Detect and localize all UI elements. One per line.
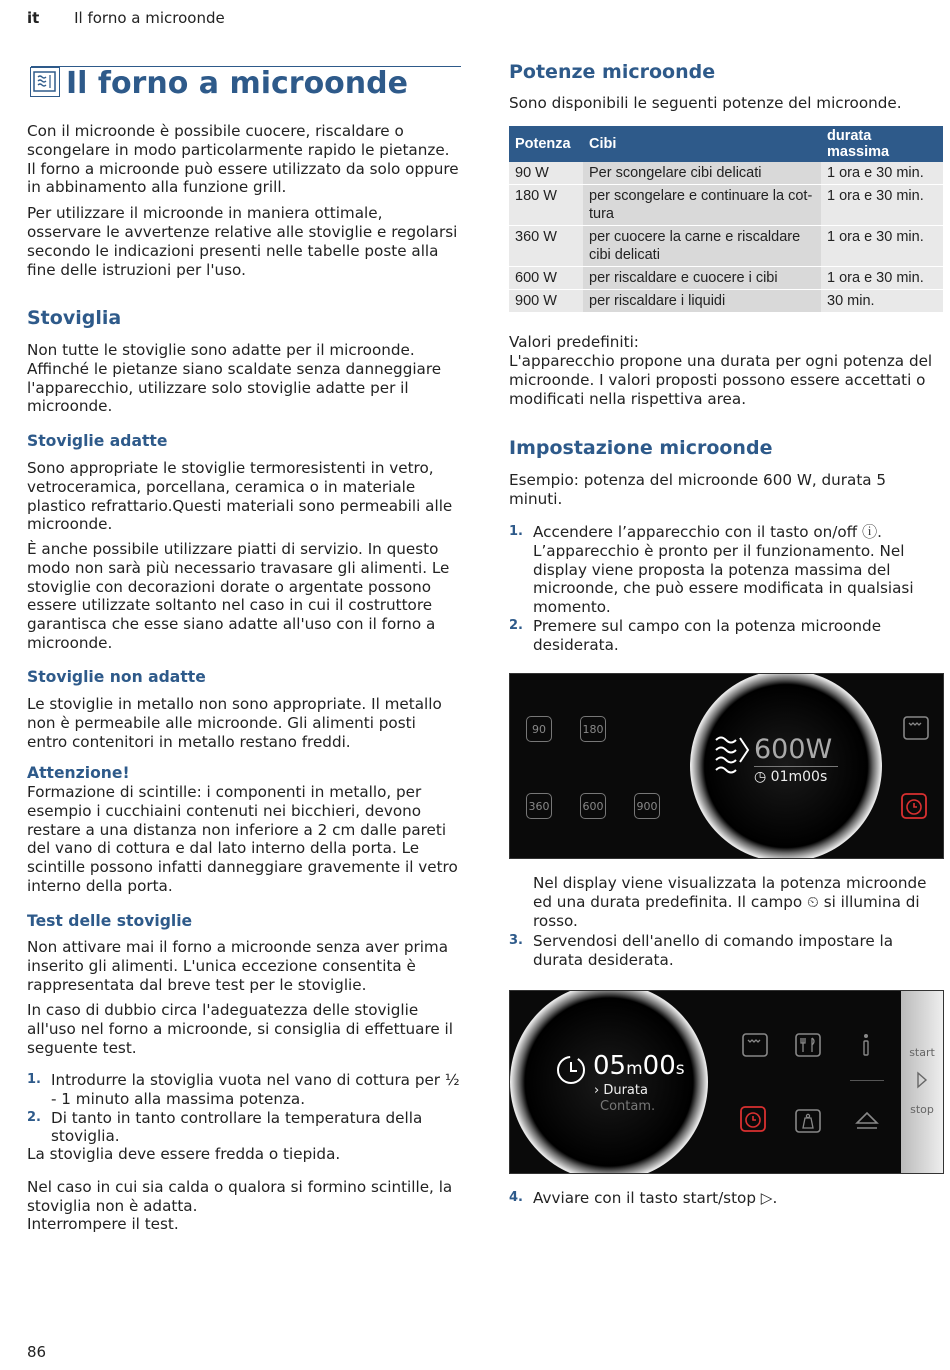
- potenze-intro: Sono disponibili le seguenti potenze del microonde.: [509, 94, 902, 112]
- table-cell: per riscaldare e cuocere i cibi: [583, 267, 821, 290]
- page-number: 86: [27, 1343, 47, 1361]
- test-final-2: Interrompere il test.: [27, 1215, 179, 1233]
- door-open-icon[interactable]: [854, 1109, 880, 1133]
- start-label: start: [909, 1046, 935, 1059]
- language-tag: it: [27, 9, 40, 27]
- test-heading: Test delle stoviglie: [27, 912, 193, 930]
- stoviglia-text: Non tutte le stoviglie sono adatte per il microonde. Affinché le pietanze siano scaldate senza danneggiare l'apparecchio, utilizzare solo stoviglie adatte per il microonde.: [27, 341, 442, 416]
- stoviglie-adatte-text: Sono appropriate le stoviglie termoresistenti in vetro, vetroceramica, porcellana, ceramica o in materiale plastico refrattario.Questi materiali sono permeabili alle microonde.: [27, 459, 453, 534]
- table-cell: per cuocere la carne e riscaldare cibi delicati: [583, 226, 821, 267]
- play-icon[interactable]: [915, 1071, 929, 1089]
- display-divider: [754, 766, 838, 767]
- microwave-icon: [30, 67, 60, 97]
- test-final: Nel caso in cui sia calda o qualora si formino scintille, la stoviglia non è adatta.: [27, 1178, 453, 1215]
- after-panel-text: Nel display viene visualizzata la potenza microonde ed una durata predefinita. Il campo ⏲ si illumina di rosso.: [533, 874, 927, 930]
- duration-display: [754, 769, 827, 785]
- impostazione-example: Esempio: potenza del microonde 600 W, durata 5 minuti.: [509, 471, 887, 508]
- test-text: Non attivare mai il forno a microonde senza aver prima inserito gli alimenti. L'unica eccezione consentita è rappresentata dal breve test per le stoviglie.: [27, 938, 449, 994]
- potenze-table: [509, 126, 943, 313]
- power-display: 600W: [754, 734, 833, 765]
- table-cell: 1 ora e 30 min.: [821, 162, 943, 185]
- table-cell: 1 ora e 30 min.: [821, 267, 943, 290]
- table-cell: 360 W: [509, 226, 583, 267]
- list-item: 1. Accendere l’apparecchio con il tasto on/off ⓘ. L’apparecchio è pronto per il funzionamento. Nel display viene proposta la potenza massima del microonde, che può essere modificata in qualsiasi momento.: [509, 523, 914, 617]
- running-title: Il forno a microonde: [74, 9, 225, 27]
- table-header: Cibi: [583, 126, 821, 162]
- timer-icon[interactable]: [900, 792, 930, 822]
- oven-icon[interactable]: [902, 714, 930, 742]
- table-cell: 600 W: [509, 267, 583, 290]
- table-cell: 30 min.: [821, 290, 943, 313]
- table-cell: 90 W: [509, 162, 583, 185]
- table-cell: 900 W: [509, 290, 583, 313]
- duration-clock-icon: [554, 1053, 588, 1087]
- table-row: [509, 162, 943, 185]
- stop-label: stop: [910, 1103, 934, 1116]
- timer-icon[interactable]: [739, 1105, 771, 1137]
- intro-paragraph: Per utilizzare il microonde in maniera ottimale, osservare le avvertenze relative alle stoviglie e regolarsi secondo le indicazioni presenti nelle tabelle poste alla fine delle istruzioni per l'uso.: [27, 204, 458, 279]
- power-360-button[interactable]: 360: [526, 793, 552, 819]
- duration-label: › Durata: [594, 1083, 648, 1098]
- divider: [850, 1080, 884, 1081]
- control-ring[interactable]: [510, 990, 708, 1174]
- power-180-button[interactable]: 180: [580, 716, 606, 742]
- test-after: La stoviglia deve essere fredda o tiepida.: [27, 1145, 341, 1163]
- info-icon[interactable]: [858, 1031, 874, 1059]
- duration-value: 05m00s: [593, 1051, 685, 1081]
- power-600-button[interactable]: 600: [580, 793, 606, 819]
- impostazione-heading: Impostazione microonde: [509, 437, 773, 459]
- list-item: 1. Introdurre la stoviglia vuota nel vano di cottura per ½ - 1 minuto alla massima potenza.: [27, 1071, 460, 1108]
- table-cell: 180 W: [509, 185, 583, 226]
- test-text-2: In caso di dubbio circa l'adeguatezza delle stoviglie all'uso nel forno a microonde, si consiglia di effettuare il seguente test.: [27, 1001, 453, 1057]
- stoviglie-non-adatte-heading: Stoviglie non adatte: [27, 668, 206, 686]
- impostazione-step-3: [509, 932, 943, 970]
- oven-icon[interactable]: [741, 1031, 769, 1059]
- impostazione-steps: [509, 523, 943, 655]
- weight-icon[interactable]: [794, 1107, 822, 1135]
- stoviglie-adatte-heading: Stoviglie adatte: [27, 432, 168, 450]
- table-cell: per scongelare e continuare la cot-tura: [583, 185, 821, 226]
- control-panel-duration: [509, 990, 944, 1174]
- page-title: Il forno a microonde: [66, 66, 408, 101]
- table-header: durata massima: [821, 126, 943, 162]
- table-row: [509, 290, 943, 313]
- start-stop-strip: [901, 991, 943, 1173]
- impostazione-step-4: [509, 1189, 943, 1208]
- test-steps: [27, 1071, 460, 1146]
- stoviglie-non-adatte-text: Le stoviglie in metallo non sono appropriate. Il metallo non è permeabile alle microonde. Gli alimenti posti entro contenitori in metallo restano freddi.: [27, 695, 442, 751]
- attenzione-heading: Attenzione!: [27, 764, 130, 782]
- table-row: [509, 226, 943, 267]
- counter-label: Contam.: [600, 1099, 656, 1114]
- list-item: 4. Avviare con il tasto start/stop ▷.: [509, 1189, 778, 1207]
- power-90-button[interactable]: 90: [526, 716, 552, 742]
- cutlery-icon[interactable]: [794, 1031, 822, 1059]
- table-row: [509, 185, 943, 226]
- table-row: [509, 267, 943, 290]
- table-cell: per riscaldare i liquidi: [583, 290, 821, 313]
- intro: [27, 122, 460, 279]
- intro-paragraph: Con il microonde è possibile cuocere, riscaldare o scongelare in modo particolarmente rapido le pietanze. Il forno a microonde può essere utilizzato da solo oppure in abbinamento alla funzione grill.: [27, 122, 459, 197]
- stoviglie-adatte-text-2: È anche possibile utilizzare piatti di servizio. In questo modo non sarà più necessario travasare gli alimenti. Le stoviglie con decorazioni dorate o argentate possono essere utilizzate soltanto nel caso in cui il costruttore garantisca che esse siano adatte all'uso con il forno a microonde.: [27, 540, 450, 652]
- defaults-label: Valori predefiniti:: [509, 333, 639, 351]
- clock-icon: ◷: [754, 769, 767, 785]
- table-header: Potenza: [509, 126, 583, 162]
- defaults-text: L'apparecchio propone una durata per ogni potenza del microonde. I valori proposti possono essere accettati o modificati nella rispettiva area.: [509, 352, 933, 408]
- potenze-heading: Potenze microonde: [509, 61, 716, 83]
- table-cell: Per scongelare cibi delicati: [583, 162, 821, 185]
- table-cell: 1 ora e 30 min.: [821, 226, 943, 267]
- list-item: 3. Servendosi dell'anello di comando impostare la durata desiderata.: [509, 932, 894, 969]
- running-header: [27, 9, 225, 27]
- power-900-button[interactable]: 900: [634, 793, 660, 819]
- table-cell: 1 ora e 30 min.: [821, 185, 943, 226]
- duration-value: 01m00s: [770, 769, 828, 785]
- microwave-wave-icon: [712, 732, 752, 782]
- control-panel-power: [509, 673, 944, 859]
- list-item: 2. Premere sul campo con la potenza microonde desiderata.: [509, 616, 882, 654]
- list-item: 2. Di tanto in tanto controllare la temperatura della stoviglia.: [27, 1108, 423, 1146]
- stoviglia-heading: Stoviglia: [27, 307, 122, 329]
- attenzione-text: Formazione di scintille: i componenti in metallo, per esempio i cucchiaini contenuti nei bicchieri, devono restare a una distanza non inferiore a 2 cm dalle pareti del vano di cottura e dal lato interno della porta. Le scintille possono infatti danneggiare gravemente il vetro interno della porta.: [27, 783, 458, 895]
